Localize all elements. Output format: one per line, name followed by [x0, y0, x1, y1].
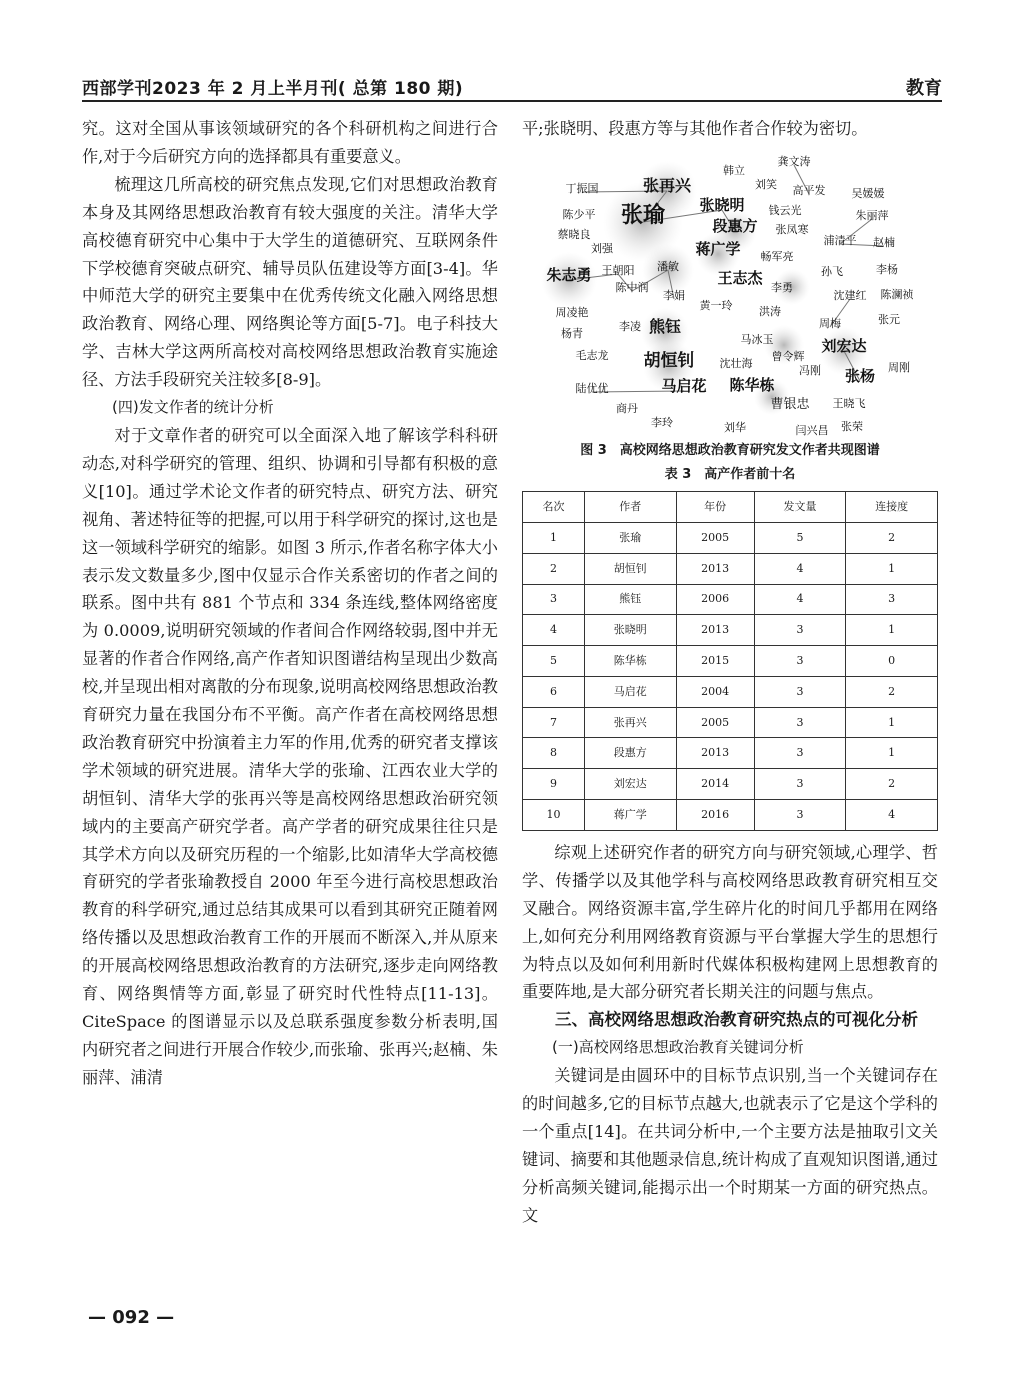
table-cell: 2013	[676, 615, 754, 646]
author-node-label: 陈少平	[562, 207, 596, 221]
table-row	[523, 553, 938, 584]
table-cell: 3	[754, 738, 846, 769]
paragraph-continued: 究。这对全国从事该领域研究的各个科研机构之间进行合作,对于今后研究方向的选择都具有重要意义。	[82, 119, 498, 166]
table-cell: 2006	[676, 584, 754, 615]
table-row	[523, 769, 938, 800]
table-cell: 4	[754, 553, 846, 584]
table-cell: 9	[523, 769, 585, 800]
author-node-label: 张荣	[841, 419, 863, 433]
author-node-label: 王朝阳	[601, 263, 635, 277]
table-cell: 2005	[676, 707, 754, 738]
journal-title: 西部学刊2023 年 2 月上半月刊( 总第 180 期)	[82, 79, 464, 99]
table-cell: 3	[754, 800, 846, 831]
author-node-label: 钱云光	[768, 203, 802, 217]
table-cell: 熊钰	[584, 584, 676, 615]
table-cell: 3	[846, 584, 938, 615]
author-node-label: 王志杰	[717, 268, 763, 287]
author-node-label: 李勇	[771, 280, 793, 294]
table-cell: 张再兴	[584, 707, 676, 738]
subsection-heading-authors: (四)发文作者的统计分析	[112, 398, 274, 417]
table-cell: 2013	[676, 553, 754, 584]
table-cell: 蒋广学	[584, 800, 676, 831]
table-cell: 6	[523, 676, 585, 707]
author-node-label: 赵楠	[873, 235, 895, 249]
table-cell: 陈华栋	[584, 646, 676, 677]
figure-caption: 图 3 高校网络思想政治教育研究发文作者共现图谱	[580, 442, 880, 458]
table-cell: 7	[523, 707, 585, 738]
author-node-label: 陈华栋	[729, 375, 775, 394]
running-header	[82, 70, 942, 102]
table-cell: 1	[846, 553, 938, 584]
table-row	[523, 522, 938, 553]
table-cell: 3	[754, 615, 846, 646]
table-cell: 3	[754, 646, 846, 677]
table-cell: 4	[754, 584, 846, 615]
author-node-label: 张凤寒	[775, 222, 809, 236]
table-cell: 2013	[676, 738, 754, 769]
author-node-label: 畅军亮	[760, 249, 794, 263]
author-node-label: 刘强	[591, 241, 613, 255]
author-node-label: 胡恒钊	[643, 350, 695, 371]
author-node-label: 闫兴昌	[795, 423, 829, 437]
author-node-label: 王晓飞	[832, 396, 866, 410]
author-node-label: 刘笑	[755, 177, 777, 191]
author-node-label: 张再兴	[642, 175, 692, 195]
author-node-label: 周刚	[888, 360, 910, 374]
table-cell: 张瑜	[584, 522, 676, 553]
table-cell: 3	[523, 584, 585, 615]
paragraph-keywords: 关键词是由圆环中的目标节点识别,当一个关键词存在的时间越多,它的目标节点越大,也就表示了它是这个学科的一个重点[14]。在共词分析中,一个主要方法是抽取引文关键词、摘要和其他题录信息,统计构成了直观知识图谱,通过分析高频关键词,能揭示出一个时期某一方面的研究热点。文	[522, 1066, 938, 1225]
author-node-label: 周凌艳	[555, 305, 589, 319]
coauthor-network-figure	[522, 147, 938, 439]
paragraph-summary: 综观上述研究作者的研究方向与研究领域,心理学、哲学、传播学以及其他学科与高校网络思政教育研究相互交叉融合。网络资源丰富,学生碎片化的时间几乎都用在网络上,如何充分利用网络教育资源与平台掌握大学生的思想行为特点以及如何利用新时代媒体积极构建网上思想教育的重要阵地,是大部分研究者长期关注的问题与焦点。	[522, 842, 938, 1002]
table-cell: 2004	[676, 676, 754, 707]
right-column	[522, 115, 938, 1230]
author-node-label: 丁振国	[565, 181, 599, 195]
table-row	[523, 676, 938, 707]
author-node-label: 潘敏	[657, 259, 679, 273]
table-cell: 2	[846, 522, 938, 553]
author-node-label: 曹银忠	[770, 396, 810, 412]
author-node-label: 李凌	[619, 319, 641, 333]
table-cell: 4	[846, 800, 938, 831]
author-node-label: 陈中润	[615, 280, 649, 294]
header-degree: 连接度	[846, 491, 938, 522]
author-node-label: 张晓明	[699, 195, 745, 214]
author-node-label: 马冰玉	[740, 332, 774, 346]
table-cell: 2005	[676, 522, 754, 553]
table-header-row	[523, 491, 938, 522]
table-row	[523, 646, 938, 677]
author-node-label: 熊钰	[648, 316, 682, 336]
author-node-label: 朱丽萍	[855, 208, 889, 222]
author-node-label: 朱志勇	[546, 265, 592, 284]
author-node-label: 孙飞	[821, 264, 843, 278]
author-node-label: 李杨	[876, 262, 898, 276]
author-node-label: 黄一玲	[699, 298, 733, 312]
author-node-label: 张元	[878, 312, 900, 326]
author-node-label: 毛志龙	[575, 348, 609, 362]
table-row	[523, 800, 938, 831]
header-count: 发文量	[754, 491, 846, 522]
author-node-label: 周梅	[819, 316, 841, 330]
table-cell: 2014	[676, 769, 754, 800]
table-cell: 3	[754, 769, 846, 800]
author-node-label: 蒋广学	[695, 239, 741, 258]
network-graph	[522, 147, 938, 439]
table-cell: 8	[523, 738, 585, 769]
table-cell: 段惠方	[584, 738, 676, 769]
header-year: 年份	[676, 491, 754, 522]
page-number: — 092 —	[88, 1307, 175, 1328]
table-cell: 马启花	[584, 676, 676, 707]
author-node-label: 蔡晓良	[557, 227, 591, 241]
subsection-heading-keywords: (一)高校网络思想政治教育关键词分析	[552, 1038, 804, 1057]
table-cell: 2016	[676, 800, 754, 831]
author-node-label: 韩立	[723, 163, 745, 177]
section-heading-3: 三、高校网络思想政治教育研究热点的可视化分析	[555, 1010, 918, 1030]
author-node-label: 陈澜祯	[880, 287, 914, 301]
author-node-label: 龚文涛	[777, 154, 811, 168]
table-cell: 3	[754, 707, 846, 738]
table-cell: 胡恒钊	[584, 553, 676, 584]
table-cell: 刘宏达	[584, 769, 676, 800]
paragraph-research-focus: 梳理这几所高校的研究焦点发现,它们对思想政治教育本身及其网络思想政治教育有较大强度的关注。清华大学高校德育研究中心集中于大学生的道德研究、互联网条件下学校德育突破点研究、辅导员队伍建设等方面[3-4]。华中师范大学的研究主要集中在优秀传统文化融入网络思想政治教育、网络心理、网络舆论等方面[5-7]。电子科技大学、吉林大学这两所高校对高校网络思想政治教育实施途径、方法手段研究关注较多[8-9]。	[82, 174, 498, 390]
left-column	[82, 115, 498, 1092]
author-node-label: 陆优优	[575, 381, 609, 395]
author-node-label: 洪涛	[759, 304, 781, 318]
author-node-label: 刘华	[724, 420, 746, 434]
table-cell: 5	[523, 646, 585, 677]
table-cell: 1	[846, 615, 938, 646]
author-node-label: 沈壮海	[719, 356, 753, 370]
top-authors-table	[522, 491, 938, 831]
table-cell: 2	[846, 769, 938, 800]
author-node-label: 吴媛媛	[851, 186, 885, 200]
author-node-label: 李玲	[651, 415, 673, 429]
author-node-label: 商丹	[616, 401, 638, 415]
table-cell: 2	[846, 676, 938, 707]
author-node-label: 曾令辉	[771, 349, 805, 363]
table-cell: 1	[846, 707, 938, 738]
table-cell: 2015	[676, 646, 754, 677]
author-node-label: 刘宏达	[821, 336, 867, 355]
table-cell: 3	[754, 676, 846, 707]
author-node-label: 马启花	[661, 376, 707, 395]
table-row	[523, 584, 938, 615]
table-row	[523, 738, 938, 769]
table-cell: 4	[523, 615, 585, 646]
author-node-label: 浦清平	[823, 233, 857, 247]
table-cell: 0	[846, 646, 938, 677]
table-cell: 10	[523, 800, 585, 831]
author-node-label: 李娟	[663, 288, 685, 302]
table-cell: 2	[523, 553, 585, 584]
table-cell: 1	[846, 738, 938, 769]
author-node-label: 张杨	[844, 366, 876, 385]
paragraph-author-analysis: 对于文章作者的研究可以全面深入地了解该学科科研动态,对科学研究的管理、组织、协调和引导都有积极的意义[10]。通过学术论文作者的研究特点、研究方法、研究视角、著述特征等的把握,可以用于科学研究的探讨,这也是这一领域科学研究的缩影。如图 3 所示,作者名称字体大小表示发文数量多少,图中仅显示合作关系密切的作者之间的联系。图中共有 881 个节点和 334 条连线,整体网络密度为 0.0009,说明研究领域的作者间合作网络较弱,图中并无显著的作者合作网络,高产作者知识图谱结构呈现出少数高校,并呈现出相对离散的分布现象,说明高校网络思想政治教育研究力量在我国分布不平衡。高产作者在高校网络思想政治教育研究中扮演着主力军的作用,优秀的研究者支撑该学术领域的研究进展。清华大学的张瑜、江西农业大学的胡恒钊、清华大学的张再兴等是高校网络思想政治研究领域内的主要高产研究学者。高产学者的研究成果往往只是其学术方向以及研究历程的一个缩影,比如清华大学高校德育研究的学者张瑜教授自 2000 年至今进行高校思想政治教育的科学研究,通过总结其成果可以看到其研究正随着网络传播以及思想政治教育工作的开展而不断深入,并从原来的开展高校网络思想政治教育的方法研究,逐步走向网络教育、网络舆情等方面,彰显了研究时代性特点[11-13]。CiteSpace 的图谱显示以及总联系强度参数分析表明,国内研究者之间进行开展合作较少,而张瑜、张再兴;赵楠、朱丽萍、浦清	[82, 425, 498, 1087]
table-row	[523, 707, 938, 738]
section-name: 教育	[906, 78, 942, 99]
author-node-label: 沈建红	[833, 288, 867, 302]
author-node-label: 段惠方	[712, 216, 758, 235]
table-row	[523, 615, 938, 646]
header-rank: 名次	[523, 491, 585, 522]
author-node-label: 张瑜	[620, 202, 666, 228]
table-title: 表 3 高产作者前十名	[664, 466, 796, 482]
table-cell: 5	[754, 522, 846, 553]
author-node-label: 冯刚	[799, 363, 821, 377]
table-cell: 1	[523, 522, 585, 553]
header-author: 作者	[584, 491, 676, 522]
author-node-label: 高平发	[792, 183, 826, 197]
table-cell: 张晓明	[584, 615, 676, 646]
paragraph-intro: 平;张晓明、段惠方等与其他作者合作较为密切。	[522, 119, 868, 138]
author-node-label: 杨青	[561, 326, 583, 340]
